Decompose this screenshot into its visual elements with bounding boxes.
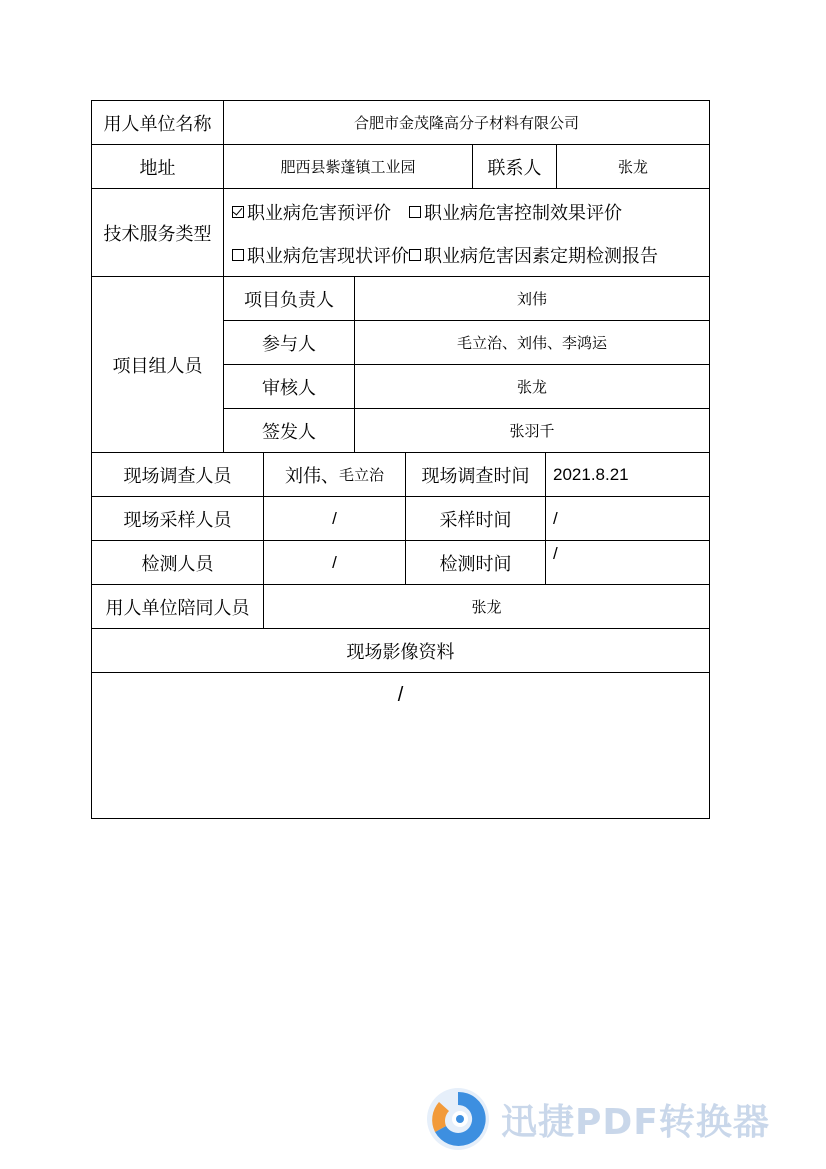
team-role-issuer: 签发人: [262, 421, 316, 443]
employer-value: 合肥市金茂隆高分子材料有限公司: [353, 114, 579, 132]
testing-staff-value: /: [332, 552, 337, 572]
team-role-participants: 参与人: [262, 333, 316, 355]
service-option-label: 职业病危害控制效果评价: [424, 203, 622, 224]
escort-label: 用人单位陪同人员: [105, 597, 250, 619]
checkbox-unchecked-icon: [409, 206, 421, 218]
team-name-reviewer: 张龙: [516, 378, 547, 396]
service-option-label: 职业病危害因素定期检测报告: [424, 246, 658, 267]
service-option-label: 职业病危害现状评价: [247, 246, 409, 267]
sampling-time-label: 采样时间: [439, 509, 512, 531]
escort-value: 张龙: [471, 598, 502, 616]
sampling-staff-value: /: [332, 508, 337, 528]
images-value: /: [397, 683, 404, 706]
testing-staff-label: 检测人员: [141, 553, 214, 575]
service-options-row-2: [232, 243, 658, 267]
watermark-text: 迅捷PDF转换器: [501, 1101, 770, 1143]
checkbox-unchecked-icon: [232, 249, 244, 261]
sampling-time-value: /: [553, 508, 558, 528]
service-type-label: 技术服务类型: [103, 223, 212, 245]
team-name-issuer: 张羽千: [509, 422, 555, 440]
sampling-staff-label: 现场采样人员: [123, 509, 232, 531]
service-option-pre-evaluation[interactable]: [232, 199, 391, 225]
employer-label: 用人单位名称: [103, 113, 212, 135]
checkbox-checked-icon: [232, 206, 244, 218]
survey-time-value: 2021.8.21: [553, 464, 629, 484]
checkbox-unchecked-icon: [409, 249, 421, 261]
service-option-control-effect[interactable]: [409, 199, 622, 225]
service-option-periodic-testing[interactable]: [409, 242, 658, 268]
team-name-participants: 毛立治、刘伟、李鸿运: [456, 334, 607, 352]
contact-value: 张龙: [617, 158, 648, 176]
service-option-label: 职业病危害预评价: [247, 203, 391, 224]
team-name-lead: 刘伟: [516, 290, 547, 308]
team-label: 项目组人员: [112, 355, 203, 377]
survey-staff-value: [264, 453, 405, 496]
address-value: 肥西县紫蓬镇工业园: [280, 158, 416, 176]
survey-staff-name-2: 毛立治: [338, 466, 384, 484]
service-options-row-1: [232, 200, 622, 224]
team-role-reviewer: 审核人: [262, 377, 316, 399]
team-role-lead: 项目负责人: [244, 289, 334, 311]
address-label: 地址: [139, 157, 176, 179]
survey-staff-label: 现场调查人员: [123, 465, 232, 487]
service-option-status-evaluation[interactable]: [232, 242, 409, 268]
watermark: [425, 1086, 770, 1152]
survey-staff-name-1: 刘伟、: [284, 465, 339, 487]
contact-label: 联系人: [487, 157, 542, 179]
converter-logo-icon: [425, 1086, 491, 1152]
testing-time-value: /: [553, 544, 558, 563]
survey-time-label: 现场调查时间: [421, 465, 530, 487]
testing-time-label: 检测时间: [439, 553, 512, 575]
images-label: 现场影像资料: [346, 641, 455, 663]
